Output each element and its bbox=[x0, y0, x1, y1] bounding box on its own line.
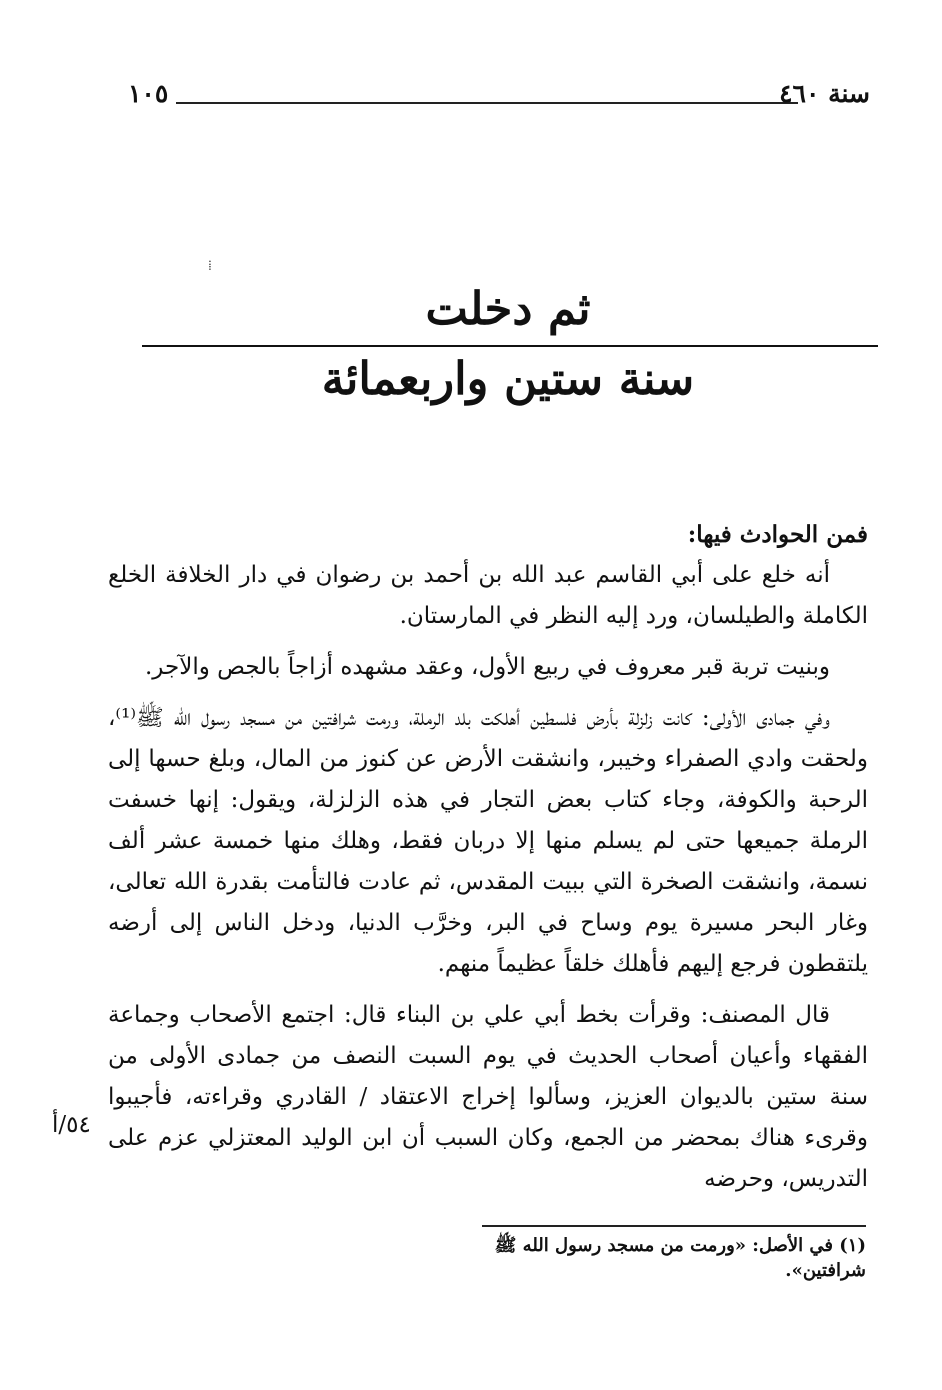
running-head: سنة ٤٦٠ bbox=[779, 79, 870, 108]
manuscript-folio-note: ٥٤/أ bbox=[52, 1112, 91, 1138]
footnote-rule bbox=[482, 1225, 866, 1227]
scan-mark: ⁞ bbox=[208, 258, 212, 274]
chapter-title-line1: ثم دخلت bbox=[425, 282, 591, 335]
chapter-title-line2: سنة ستين واربعمائة bbox=[321, 352, 695, 405]
paragraph: وبنيت تربة قبر معروف في ربيع الأول، وعقد مشهده أزاجاً بالجص والآجر. bbox=[145, 654, 830, 680]
page-number: ١٠٥ bbox=[128, 79, 169, 108]
paragraph: وفي جمادى الأولى: كانت زلزلة بأرض فلسطين أهلكت بلد الرملة، ورمت شرافتين من مسجد رسول الله ﷺ⁽¹⁾، ولحقت وادي الصفراء وخيبر، وانشقت الأرض عن كنوز من المال، وبلغ حسها إلى الرحبة والكوفة، وجاء كتاب بعض التجار في هذه الزلزلة، ويقول: إنها خسفت الرملة جميعها حتى لم يسلم منها إلا دربان فقط، وهلك منها خمسة عشر ألف نسمة، وانشقت الصخرة التي ببيت المقدس، ثم عادت فالتأمت بقدرة الله تعالى، وغار البحر مسيرة يوم وساح في البر، وخرَّب الدنيا، ودخل الناس إلى أرضه يلتقطون فرجع إليهم فأهلك خلقاً عظيماً منهم. bbox=[108, 705, 868, 977]
body-text bbox=[108, 514, 868, 1210]
section-heading: فمن الحوادث فيها: bbox=[687, 521, 868, 548]
paragraph: أنه خلع على أبي القاسم عبد الله بن أحمد بن رضوان في دار الخلافة الخلع الكاملة والطيلسان، ورد إليه النظر في المارستان. bbox=[108, 562, 868, 629]
header-rule bbox=[176, 102, 798, 104]
title-rule bbox=[142, 345, 878, 347]
footnote: (١) في الأصل: «ورمت من مسجد رسول الله ﷺ شرافتين». bbox=[494, 1235, 866, 1281]
page-header bbox=[118, 79, 872, 119]
paragraph: قال المصنف: وقرأت بخط أبي علي بن البناء قال: اجتمع الأصحاب وجماعة الفقهاء وأعيان أصحاب الحديث في يوم السبت النصف من جمادى الأولى من سنة ستين بالديوان العزيز، وسألوا إخراج الاعتقاد / القادري وقراءته، فأجيبوا وقرىء هناك بمحضر من الجمع، وكان السبب أن ابن الوليد المعتزلي عزم على التدريس، وحرضه bbox=[108, 1002, 868, 1192]
